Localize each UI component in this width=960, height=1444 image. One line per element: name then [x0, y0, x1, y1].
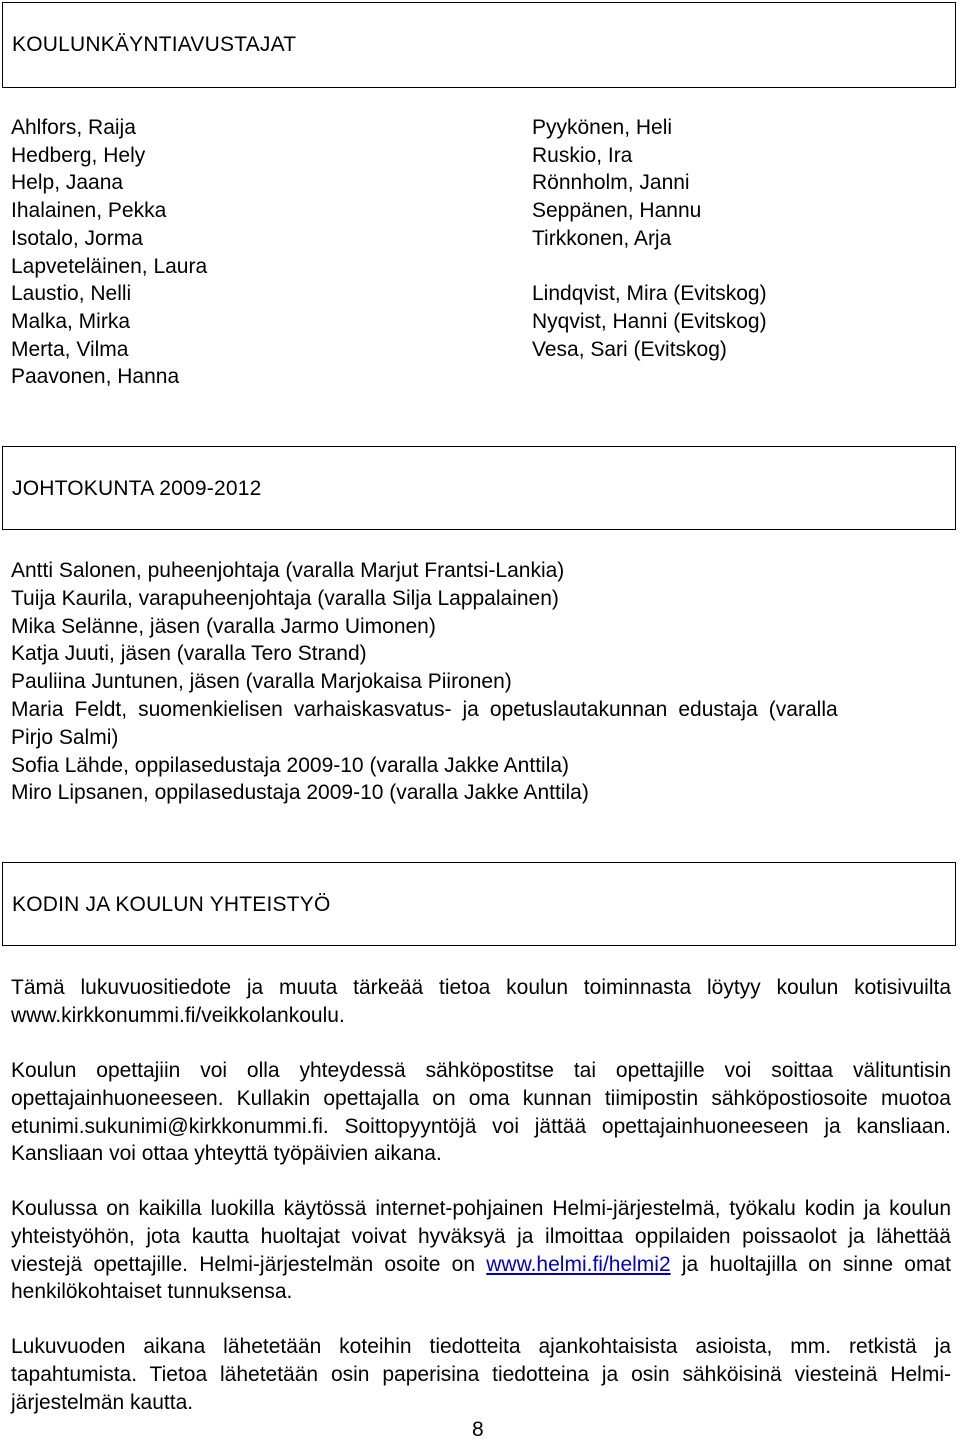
paragraph-text: Koulun opettajiin voi olla yhteydessä sähköpostitse tai opettajille voi soittaa välituntisin opettajainhuoneeseen. Kullakin opettajalla on oma kunnan tiimipostin sähköpostiosoite muotoa etunimi.sukunimi@kirkkonummi.fi. Soittopyyntöjä voi jättää opettajainhuoneeseen ja kansliaan. Kansliaan voi ottaa yhteyttä työpäivien aikana.	[11, 1059, 951, 1166]
paragraph-text: ja huoltajilla on sinne omat henkilökohtaiset tunnuksensa.	[11, 1252, 951, 1304]
board-members-list	[11, 557, 951, 807]
list-item: Katja Juuti, jäsen (varalla Tero Strand)	[11, 642, 367, 666]
section-header-board	[2, 446, 956, 530]
list-item: Pirjo Salmi)	[11, 725, 119, 749]
list-item: Ihalainen, Pekka	[11, 199, 167, 223]
list-item: Nyqvist, Hanni (Evitskog)	[532, 309, 767, 333]
section-title: JOHTOKUNTA 2009-2012	[12, 477, 262, 500]
section-header-cooperation	[2, 862, 956, 946]
list-item: Miro Lipsanen, oppilasedustaja 2009-10 (varalla Jakke Anttila)	[11, 781, 589, 805]
paragraph-text: Tämä lukuvuositiedote ja muuta tärkeää tietoa koulun toiminnasta löytyy koulun kotisivuilta www.kirkkonummi.fi/veikkolankoulu.	[11, 976, 951, 1027]
list-item: Merta, Vilma	[11, 337, 129, 361]
list-item: Pauliina Juntunen, jäsen (varalla Marjokaisa Piironen)	[11, 670, 512, 694]
list-item	[532, 253, 767, 281]
paragraph-helmi	[11, 1195, 951, 1306]
list-item: Ruskio, Ira	[532, 143, 633, 167]
section-title: KODIN JA KOULUN YHTEISTYÖ	[12, 893, 331, 916]
list-item: Hedberg, Hely	[11, 143, 146, 167]
list-item: Lapveteläinen, Laura	[11, 254, 208, 278]
list-item: Pyykönen, Heli	[532, 116, 673, 139]
list-item: Rönnholm, Janni	[532, 171, 690, 195]
paragraph-text: Lukuvuoden aikana lähetetään koteihin tiedotteita ajankohtaisista asioista, mm. retkistä ja tapahtumista. Tietoa lähetetään osin paperisina tiedotteina ja osin sähköisinä viesteinä Helmi-järjestelmän kautta.	[11, 1335, 951, 1414]
list-item: Paavonen, Hanna	[11, 365, 180, 389]
paragraph-text: Koulussa on kaikilla luokilla käytössä internet-pohjainen Helmi-järjestelmä, työkalu kodin ja koulun yhteistyöhön, jota kautta huoltajat voivat hyväksyä ja ilmoittaa oppilaiden poissaolot ja lähettää viestejä opettajille. Helmi-järjestelmän osoite on	[11, 1197, 951, 1276]
list-item: Mika Selänne, jäsen (varalla Jarmo Uimonen)	[11, 614, 436, 638]
list-item: Seppänen, Hannu	[532, 199, 702, 223]
paragraph-email	[11, 1057, 951, 1168]
paragraph-notices	[11, 1333, 951, 1416]
list-item: Laustio, Nelli	[11, 282, 132, 306]
section-title: KOULUNKÄYNTIAVUSTAJAT	[12, 33, 297, 56]
list-item: Ahlfors, Raija	[11, 116, 136, 139]
list-item: Help, Jaana	[11, 171, 124, 195]
helmi-link[interactable]: www.helmi.fi/helmi2	[486, 1252, 671, 1276]
list-item: Maria Feldt, suomenkielisen varhaiskasvatus- ja opetuslautakunnan edustaja (varalla	[11, 697, 838, 721]
list-item: Malka, Mirka	[11, 309, 131, 333]
assistants-right-column	[532, 114, 767, 363]
page-number: 8	[472, 1418, 484, 1441]
list-item: Antti Salonen, puheenjohtaja (varalla Marjut Frantsi-Lankia)	[11, 559, 565, 582]
assistants-left-column	[11, 114, 207, 391]
paragraph-website	[11, 974, 951, 1030]
list-item: Lindqvist, Mira (Evitskog)	[532, 282, 767, 306]
list-item: Isotalo, Jorma	[11, 226, 143, 250]
list-item: Tuija Kaurila, varapuheenjohtaja (varalla Silja Lappalainen)	[11, 586, 559, 610]
list-item: Vesa, Sari (Evitskog)	[532, 337, 727, 361]
section-header-assistants	[2, 2, 956, 88]
list-item: Sofia Lähde, oppilasedustaja 2009-10 (varalla Jakke Anttila)	[11, 753, 570, 777]
list-item: Tirkkonen, Arja	[532, 226, 672, 250]
